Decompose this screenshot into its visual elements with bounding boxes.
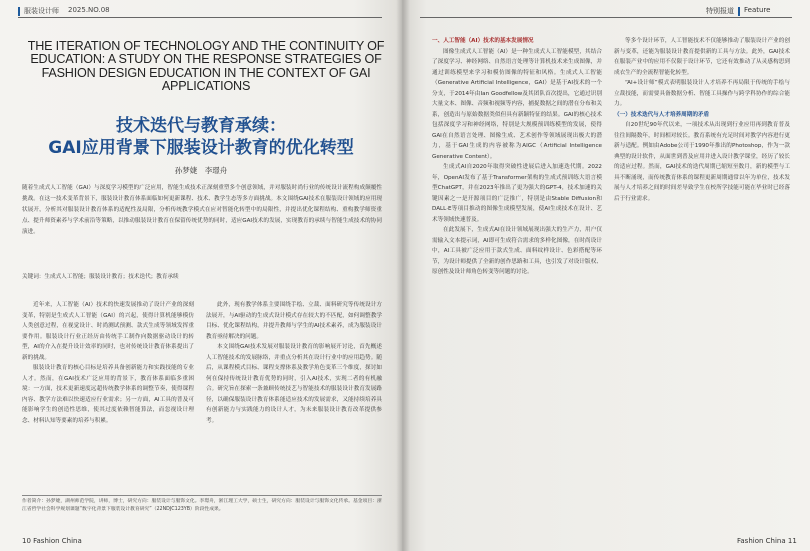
left-page bbox=[0, 0, 402, 551]
header-rule bbox=[18, 17, 382, 18]
paragraph: 生成式AI自2020年取得突破性进展后进入加速迭代期。2022年，OpenAI发布了基于Transformer架构的生成式预训练大语言模型ChatGPT，并在2023年推出了更为强大的GPT-4，技术加速的关键因素之一是开源项目的广泛推广，特别是由Stable Diffusion和DALL·E等项目推动的图像生成模型发展，使AI生成技术在设计、艺术等领域快速普及。 bbox=[432, 164, 602, 223]
paragraph: 等多个设计环节，人工智能技术不仅能够推动了服装设计产业的创新与变革，还能为服装设计教育提供新的工具与方法。此外，GAI技术在服装产业中的应用不仅限于设计环节，它还有效推动了从灵感构思到成衣生产的全流程智能化转型。 bbox=[614, 38, 790, 76]
abstract: 随着生成式人工智能（GAI）与深度学习模型的广泛应用，智能生成技术正深刻重塑多个创意领域，并对服装时尚行业的传统设计流程构成颠覆性挑战。在这一技术变革背景下，服装设计教育体系面临如何更新课程、技术、教学生态等多方面挑战。本文围绕GAI技术在服装设计领域的应用现状展开，分析其对服装设计教育体系的适配性及局限，分析传统教学模式在应对智能化转型中的局限性，并提出优化课程结构、重构教学师资重点、提升师资素养与学术前沿等策略，以推动服装设计教育在保留传统优势的同时，适应GAI技术的发展，实现教育的承续与智能生成技术的协同演进。 bbox=[22, 185, 382, 235]
header-rule bbox=[420, 17, 792, 18]
left-header-title: 服装设计师 bbox=[24, 7, 59, 15]
paragraph: “AI+设计师”模式表明服装设计人才培养不再局限于传统的手绘与立裁技能，而需要具备数据分析、智能工具操作与跨学科协作的综合能力。 bbox=[614, 80, 790, 107]
chinese-title-line2: GAI应用背景下服装设计教育的优化转型 bbox=[48, 138, 354, 158]
english-title: THE ITERATION OF TECHNOLOGY AND THE CONTINUITY OF EDUCATION: A STUDY ON THE RESPONSE STRATEGIES OF FASHION DESIGN EDUCATION IN THE CONTEXT OF GAI APPLICATIONS bbox=[27, 39, 385, 94]
paragraph: 近年来，人工智能（AI）技术的快速发展推动了设计产业的深刻变革，特别是生成式人工智能（GAI）的兴起，使得计算机能够模仿人类创意过程，在视觉设计、时尚测试预测、款式生成等领域发挥重要作用。服装设计行业正经历由传统手工制作向数据驱动设计的转型，AI的介入在提升设计效率的同时，也对传统设计教育体系提出了新的挑战。 bbox=[22, 302, 194, 361]
right-page bbox=[402, 0, 810, 551]
left-column-2 bbox=[206, 300, 382, 490]
right-footer: Fashion China 11 bbox=[737, 537, 797, 545]
book-gutter bbox=[396, 0, 410, 551]
header-marker bbox=[18, 7, 20, 16]
subsection-heading: （一）技术迭代与人才培养周期的矛盾 bbox=[614, 111, 710, 118]
header-marker bbox=[738, 7, 740, 16]
right-header-en: Feature bbox=[744, 6, 771, 14]
paragraph: 自20世纪90年代以来，一项技术从出现到行业应用再到教育普及往往间隔数年，时间相对较长。教育系统有充足时间对教学内容进行更新与适配。例如由Adobe公司于1990年推出的Photoshop，作为一款典型的设计软件，从面世到普及应用并进入设计教学课堂，经历了较长的适应过程。然而，GAI技术的迭代周期已缩短至数月，新的模型与工具不断涌现，而传统教育体系的课程更新周期通常以年为单位，技术发展与人才培养之间的时间差导致学生在校所学技能可能在毕业时已经落后于行业需求。 bbox=[614, 122, 790, 202]
paragraph: 此外，现有教学体系主要围绕手绘、立裁、面料研究等传统设计方法展开，与AI驱动的生成式设计模式存在较大的不匹配，如何调整教学目标、优化课程结构，并提升教师与学生的AI技术素养，成为服装设计教育亟待解决的问题。 bbox=[206, 302, 382, 340]
paragraph: 图像生成式人工智能（AI）是一种生成式人工智能模型，其结合了深度学习、神经网络、自然语言处理等计算机技术来生成图像，并通过训练模型来学习和模仿图像的特征和风格。生成式人工智能（Generative Artificial Intelligence，GAI）是基于AI技术的一个分支，于2014年由Ian Goodfellow及其团队首次提出，它通过识别大量文本、图像、音频和视频等内容，捕捉数据之间的潜在分布和关系，创造出与原始数据类似但具有新颖特征的结果。GAI的核心技术包括深度学习和神经网络，特别是大规模预训练模型的发展，使得GAI在自然语言处理、图像生成、艺术创作等领域展现出极大的潜力，基于GAI生成的内容被称为AIGC（Artificial Intelligence Generative Content）。 bbox=[432, 48, 602, 160]
left-footer: 10 Fashion China bbox=[22, 537, 82, 545]
right-column-1 bbox=[432, 36, 602, 524]
right-header-title: 特别报道 bbox=[706, 7, 734, 15]
right-column-2 bbox=[614, 36, 790, 524]
keywords: 关键词：生成式人工智能；服装设计教育；技术迭代；教育承续 bbox=[22, 274, 179, 280]
paragraph: 本文围绕GAI技术发展对服装设计教育的影响展开讨论，首先概述人工智能技术的发展脉络，并重点分析其在设计行业中的应用趋势。随后，从课程模式目标、课程支撑体系及教学角色变革三个维度，探讨如何在保持传统设计教育优势的同时，引入AI技术，实现二者的有机融合。研究旨在探索一条兼顾传统技艺与智能技术的服装设计教育发展路径，以确保服装设计教育体系能适应技术的发展需求，又能持续培养具有创新能力与实践能力的设计人才，为未来服装设计教育改革提供参考。 bbox=[206, 344, 382, 424]
left-header-issue: 2025.NO.08 bbox=[68, 6, 110, 14]
paragraph: 在此发展下，生成式AI在设计领域展现出强大的生产力，用户仅需输入文本提示词，AI即可生成符合需求的多样化图像，在时尚设计中，AI工具被广泛应用于款式生成、面料纹样设计、色彩搭配等环节，为设计师提供了全新的创作思路和工具，也引发了对设计版权、原创性及设计师角色转变等问题的讨论。 bbox=[432, 227, 602, 275]
authors: 孙梦婕 李璟舟 bbox=[174, 166, 228, 175]
footnote: 作者简介：孙梦婕，湖州师范学院，讲师，博士，研究方向：服装设计与服饰文化。李璟舟，浙江理工大学，硕士生，研究方向：服装设计与服饰文化传承。基金项目：浙江省哲学社会科学规划课题“数字化背景下服装设计教育研究”（22NDJC123YB）阶段性成果。 bbox=[22, 495, 382, 530]
paragraph: 服装设计教育的核心目标是培养具备创新能力和实践技能的专业人才。然而，在GAI技术广泛应用的背景下，教育体系面临多重困境：一方面，技术更新速度远超传统教学体系的调整节奏，使得课程内容、教学方法难以快速适应行业需求；另一方面，AI工具的普及可能影响学生的创造性思维，使其过度依赖智能算法，而忽视设计理念、材料认知等要素的培养与积累。 bbox=[22, 365, 194, 424]
chinese-title-line1: 技术迭代与教育承续： bbox=[116, 116, 286, 136]
section-heading: 一、人工智能（AI）技术的基本发展情况 bbox=[432, 38, 534, 44]
left-column-1 bbox=[22, 300, 194, 490]
